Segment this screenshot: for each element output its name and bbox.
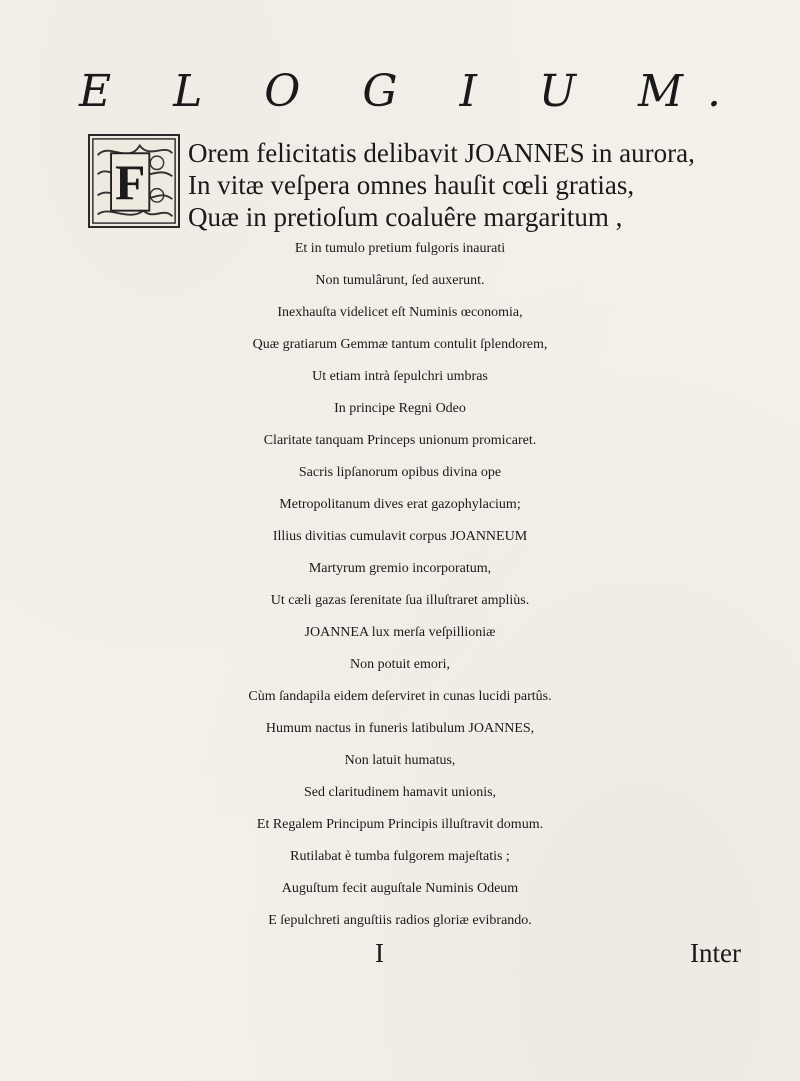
text-line: Non tumulârunt, ſed auxerunt. [315,273,485,288]
text-line: Quæ in pretioſum coaluêre margaritum , [188,202,623,232]
text-line: Metropolitanum dives erat gazophylacium; [279,497,521,512]
text-line: Non potuit emori, [350,657,450,672]
text-line: In principe Regni Odeo [334,401,466,416]
text-line: JOANNEA lux merſa veſpillioniæ [304,625,496,640]
drop-cap [88,134,180,228]
text-line: Inexhauſta videlicet eſt Numinis œconomia, [277,305,523,320]
text-line: E ſepulchreti anguſtiis radios gloriæ evibrando. [268,913,532,928]
text-line: Martyrum gremio incorporatum, [308,561,492,576]
svg-text:F: F [114,155,146,211]
text-line: Illius divitias cumulavit corpus JOANNEUM [272,529,528,544]
text-line: Humum nactus in funeris latibulum JOANNES, [265,721,535,736]
text-line: Sed claritudinem hamavit unionis, [303,785,497,800]
text-line: Et in tumulo pretium fulgoris inaurati [294,241,506,256]
ornamental-initial-icon [90,136,178,226]
text-line: Claritate tanquam Princeps unionum promicaret. [263,433,537,448]
text-line: Non latuit humatus, [344,753,456,768]
text-line: Cùm ſandapila eidem deſerviret in cunas lucidi partûs. [248,689,552,704]
text-line: In vitæ veſpera omnes hauſit cœli gratias, [188,170,635,200]
text-line: Auguſtum fecit auguſtale Numinis Odeum [281,881,519,896]
page-title: E L O G I U M. [79,66,745,117]
text-line: Orem felicitatis delibavit JOANNES in aurora, [188,138,695,168]
signature-mark: I [375,938,384,968]
text-line: Ut cæli gazas ſerenitate ſua illuſtraret ampliùs. [270,593,530,608]
text-line: Quæ gratiarum Gemmæ tantum contulit ſplendorem, [252,337,548,352]
text-line: Sacris lipſanorum opibus divina ope [298,465,502,480]
text-line: Ut etiam intrà ſepulchri umbras [312,369,488,384]
text-line: Rutilabat è tumba fulgorem majeſtatis ; [290,849,510,864]
text-line: Et Regalem Principum Principis illuſtravit domum. [256,817,544,832]
catchword: Inter [690,938,741,968]
